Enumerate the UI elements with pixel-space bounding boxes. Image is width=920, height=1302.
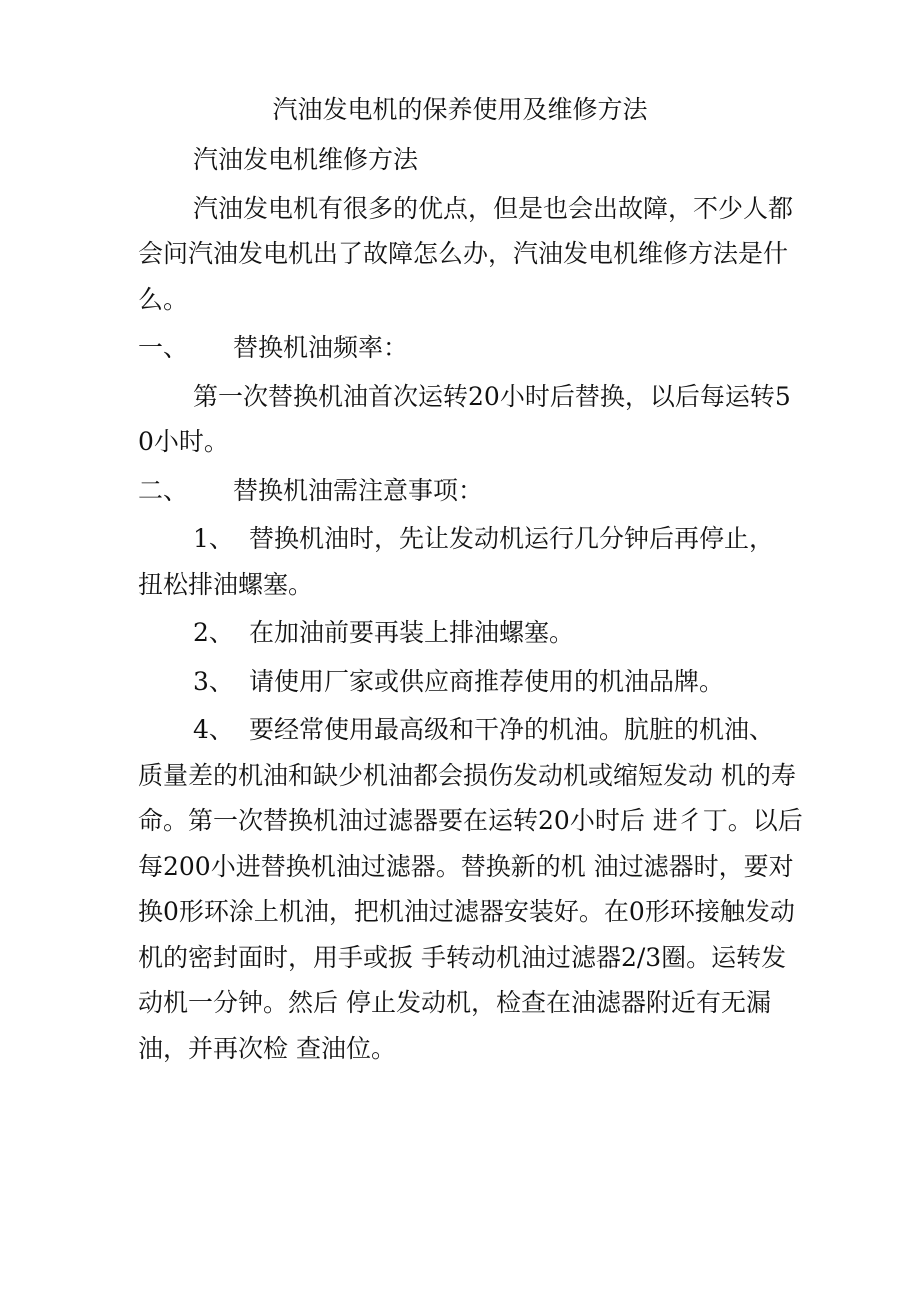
list-item-4-number: 4、	[193, 715, 234, 744]
section-2-number: 二、	[138, 475, 189, 505]
list-item-2-number: 2、	[193, 618, 234, 647]
list-item-1	[138, 516, 803, 607]
document-body	[138, 137, 803, 1071]
intro-paragraph: 汽油发电机有很多的优点，但是也会出故障，不少人都会问汽油发电机出了故障怎么办，汽油发电机维修方法是什么。	[138, 193, 794, 314]
list-item-4	[138, 707, 803, 1071]
section-1-heading	[138, 325, 803, 371]
list-item-4-text: 要经常使用最高级和干净的机油。肮脏的机油、 质量差的机油和缺少机油都会损伤发动机或缩短发动 机的寿命。第一次替换机油过滤器要在运转20小时后 进彳丁。以后每200小进替换机油过滤器。替换新的机 油过滤器时，要对换0形环涂上机油，把机油过滤器安装好。在0形环接触发动机的密封面时，用手或扳 手转动机油过滤器2/3圈。运转发动机一分钟。然后 停止发动机，检查在油滤器附近有无漏油，并再次检 查油位。	[138, 715, 803, 1063]
list-item-2	[138, 610, 803, 656]
list-item-3-text: 请使用厂家或供应商推荐使用的机油品牌。	[249, 666, 725, 696]
list-item-1-text: 替换机油时，先让发动机运行几分钟后再停止， 扭松排油螺塞。	[138, 524, 775, 599]
subtitle: 汽油发电机维修方法	[193, 145, 419, 174]
section-1-number: 一、	[138, 333, 189, 362]
section-1-body: 第一次替换机油首次运转20小时后替换，以后每运转50小时。	[138, 381, 791, 456]
document-title: 汽油发电机的保养使用及维修方法	[272, 95, 648, 124]
list-item-3-number: 3、	[193, 666, 234, 696]
list-item-1-number: 1、	[193, 524, 234, 553]
section-1-title: 替换机油频率：	[233, 333, 409, 362]
list-item-2-text: 在加油前要再装上排油螺塞。	[249, 618, 575, 647]
section-2-title: 替换机油需注意事项：	[233, 475, 484, 505]
list-item-3	[138, 659, 803, 705]
section-2-heading	[138, 468, 803, 514]
